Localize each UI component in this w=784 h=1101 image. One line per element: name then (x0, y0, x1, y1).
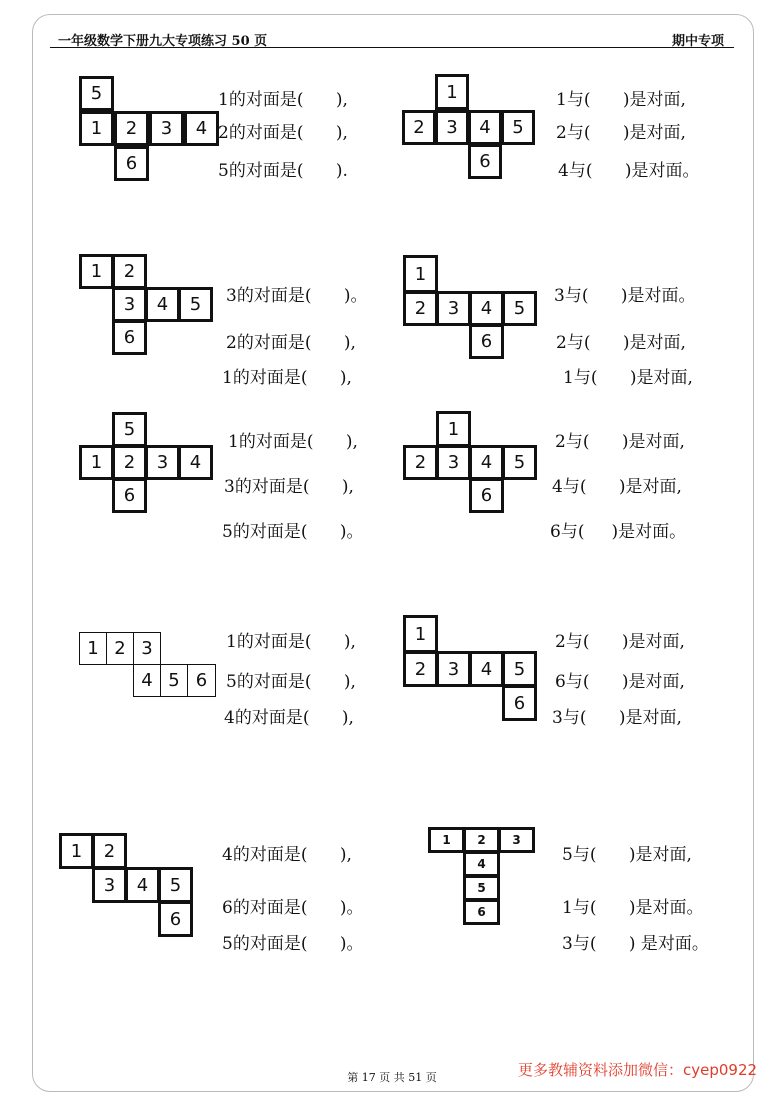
net-cell: 4 (178, 445, 213, 480)
question: 1的对面是( ), (226, 632, 356, 652)
net-cell: 3 (133, 632, 161, 665)
net-cell: 2 (402, 110, 436, 145)
net-cell: 1 (79, 111, 114, 146)
question: 3与( )是对面, (552, 708, 682, 728)
net-cell: 6 (158, 901, 193, 937)
net-cell: 6 (468, 144, 502, 179)
net-cell: 6 (463, 899, 500, 925)
question: 3与( ) 是对面。 (562, 934, 709, 954)
net-cell: 1 (428, 827, 465, 853)
net-cell: 4 (125, 867, 160, 903)
net-cell: 2 (106, 632, 134, 665)
question: 6与( )是对面。 (550, 522, 687, 542)
net-cell: 6 (112, 320, 147, 355)
net-cell: 3 (112, 287, 147, 322)
net-cell: 2 (92, 833, 127, 869)
net-cell: 3 (92, 867, 127, 903)
net-cell: 1 (59, 833, 94, 869)
question: 5的对面是( )。 (222, 934, 364, 954)
net-cell: 5 (502, 445, 537, 480)
question: 2与( )是对面, (556, 333, 686, 353)
net-cell: 5 (502, 651, 537, 687)
question: 5的对面是( ), (226, 672, 356, 692)
net-cell: 2 (403, 651, 438, 687)
question: 1的对面是( ), (228, 432, 358, 452)
net-cell: 5 (463, 875, 500, 901)
question: 2与( )是对面, (556, 123, 686, 143)
net-cell: 4 (145, 287, 180, 322)
question: 5的对面是( )。 (222, 522, 364, 542)
net-cell: 4 (133, 664, 161, 697)
question: 1与( )是对面, (556, 90, 686, 110)
watermark: 更多教辅资料添加微信：cyep0922 (518, 1061, 758, 1079)
net-cell: 3 (436, 291, 471, 326)
question: 1的对面是( ), (222, 368, 352, 388)
net-cell: 3 (498, 827, 535, 853)
question: 2与( )是对面, (555, 632, 685, 652)
net-cell: 1 (79, 254, 114, 289)
question: 3与( )是对面。 (554, 286, 696, 306)
question: 4与( )是对面, (552, 477, 682, 497)
question: 6的对面是( )。 (222, 898, 364, 918)
net-cell: 5 (112, 412, 147, 447)
net-cell: 6 (469, 478, 504, 513)
question: 4的对面是( ), (222, 845, 352, 865)
question: 5的对面是( ). (218, 161, 348, 181)
header-section: 期中专项 (671, 34, 724, 49)
header-rule (50, 47, 734, 48)
net-cell: 1 (403, 615, 438, 653)
net-cell: 6 (502, 685, 537, 721)
net-cell: 3 (436, 445, 471, 480)
question: 3的对面是( )。 (226, 286, 368, 306)
net-cell: 4 (469, 651, 504, 687)
net-cell: 3 (145, 445, 180, 480)
net-cell: 6 (469, 324, 504, 359)
net-cell: 1 (403, 255, 438, 293)
question: 3的对面是( ), (224, 477, 354, 497)
net-cell: 5 (178, 287, 213, 322)
net-cell: 1 (436, 411, 471, 447)
net-cell: 6 (112, 478, 147, 513)
net-cell: 1 (79, 632, 107, 665)
question: 6与( )是对面, (555, 672, 685, 692)
question: 2的对面是( ), (226, 333, 356, 353)
net-cell: 4 (463, 851, 500, 877)
question: 1与( )是对面, (563, 368, 693, 388)
net-cell: 3 (436, 651, 471, 687)
net-cell: 6 (114, 146, 149, 181)
net-cell: 2 (463, 827, 500, 853)
net-cell: 3 (149, 111, 184, 146)
question: 2的对面是( ), (218, 123, 348, 143)
net-cell: 4 (469, 445, 504, 480)
net-cell: 1 (79, 445, 114, 480)
net-cell: 5 (501, 110, 535, 145)
question: 1与( )是对面。 (562, 898, 704, 918)
question: 4与( )是对面。 (558, 161, 700, 181)
net-cell: 5 (502, 291, 537, 326)
net-cell: 4 (469, 291, 504, 326)
net-cell: 2 (112, 254, 147, 289)
net-cell: 2 (112, 445, 147, 480)
net-cell: 4 (468, 110, 502, 145)
net-cell: 2 (114, 111, 149, 146)
net-cell: 5 (160, 664, 188, 697)
net-cell: 6 (187, 664, 216, 697)
question: 1的对面是( ), (218, 90, 348, 110)
page-number: 第 17 页 共 51 页 (347, 1071, 437, 1084)
net-cell: 4 (184, 111, 219, 146)
net-cell: 5 (79, 76, 114, 111)
net-cell: 5 (158, 867, 193, 903)
question: 4的对面是( ), (224, 708, 354, 728)
question: 5与( )是对面, (562, 845, 692, 865)
net-cell: 2 (403, 445, 438, 480)
net-cell: 2 (403, 291, 438, 326)
header-title: 一年级数学下册九大专项练习 50 页 (58, 34, 268, 49)
question: 2与( )是对面, (555, 432, 685, 452)
net-cell: 1 (435, 74, 469, 110)
net-cell: 3 (435, 110, 469, 145)
